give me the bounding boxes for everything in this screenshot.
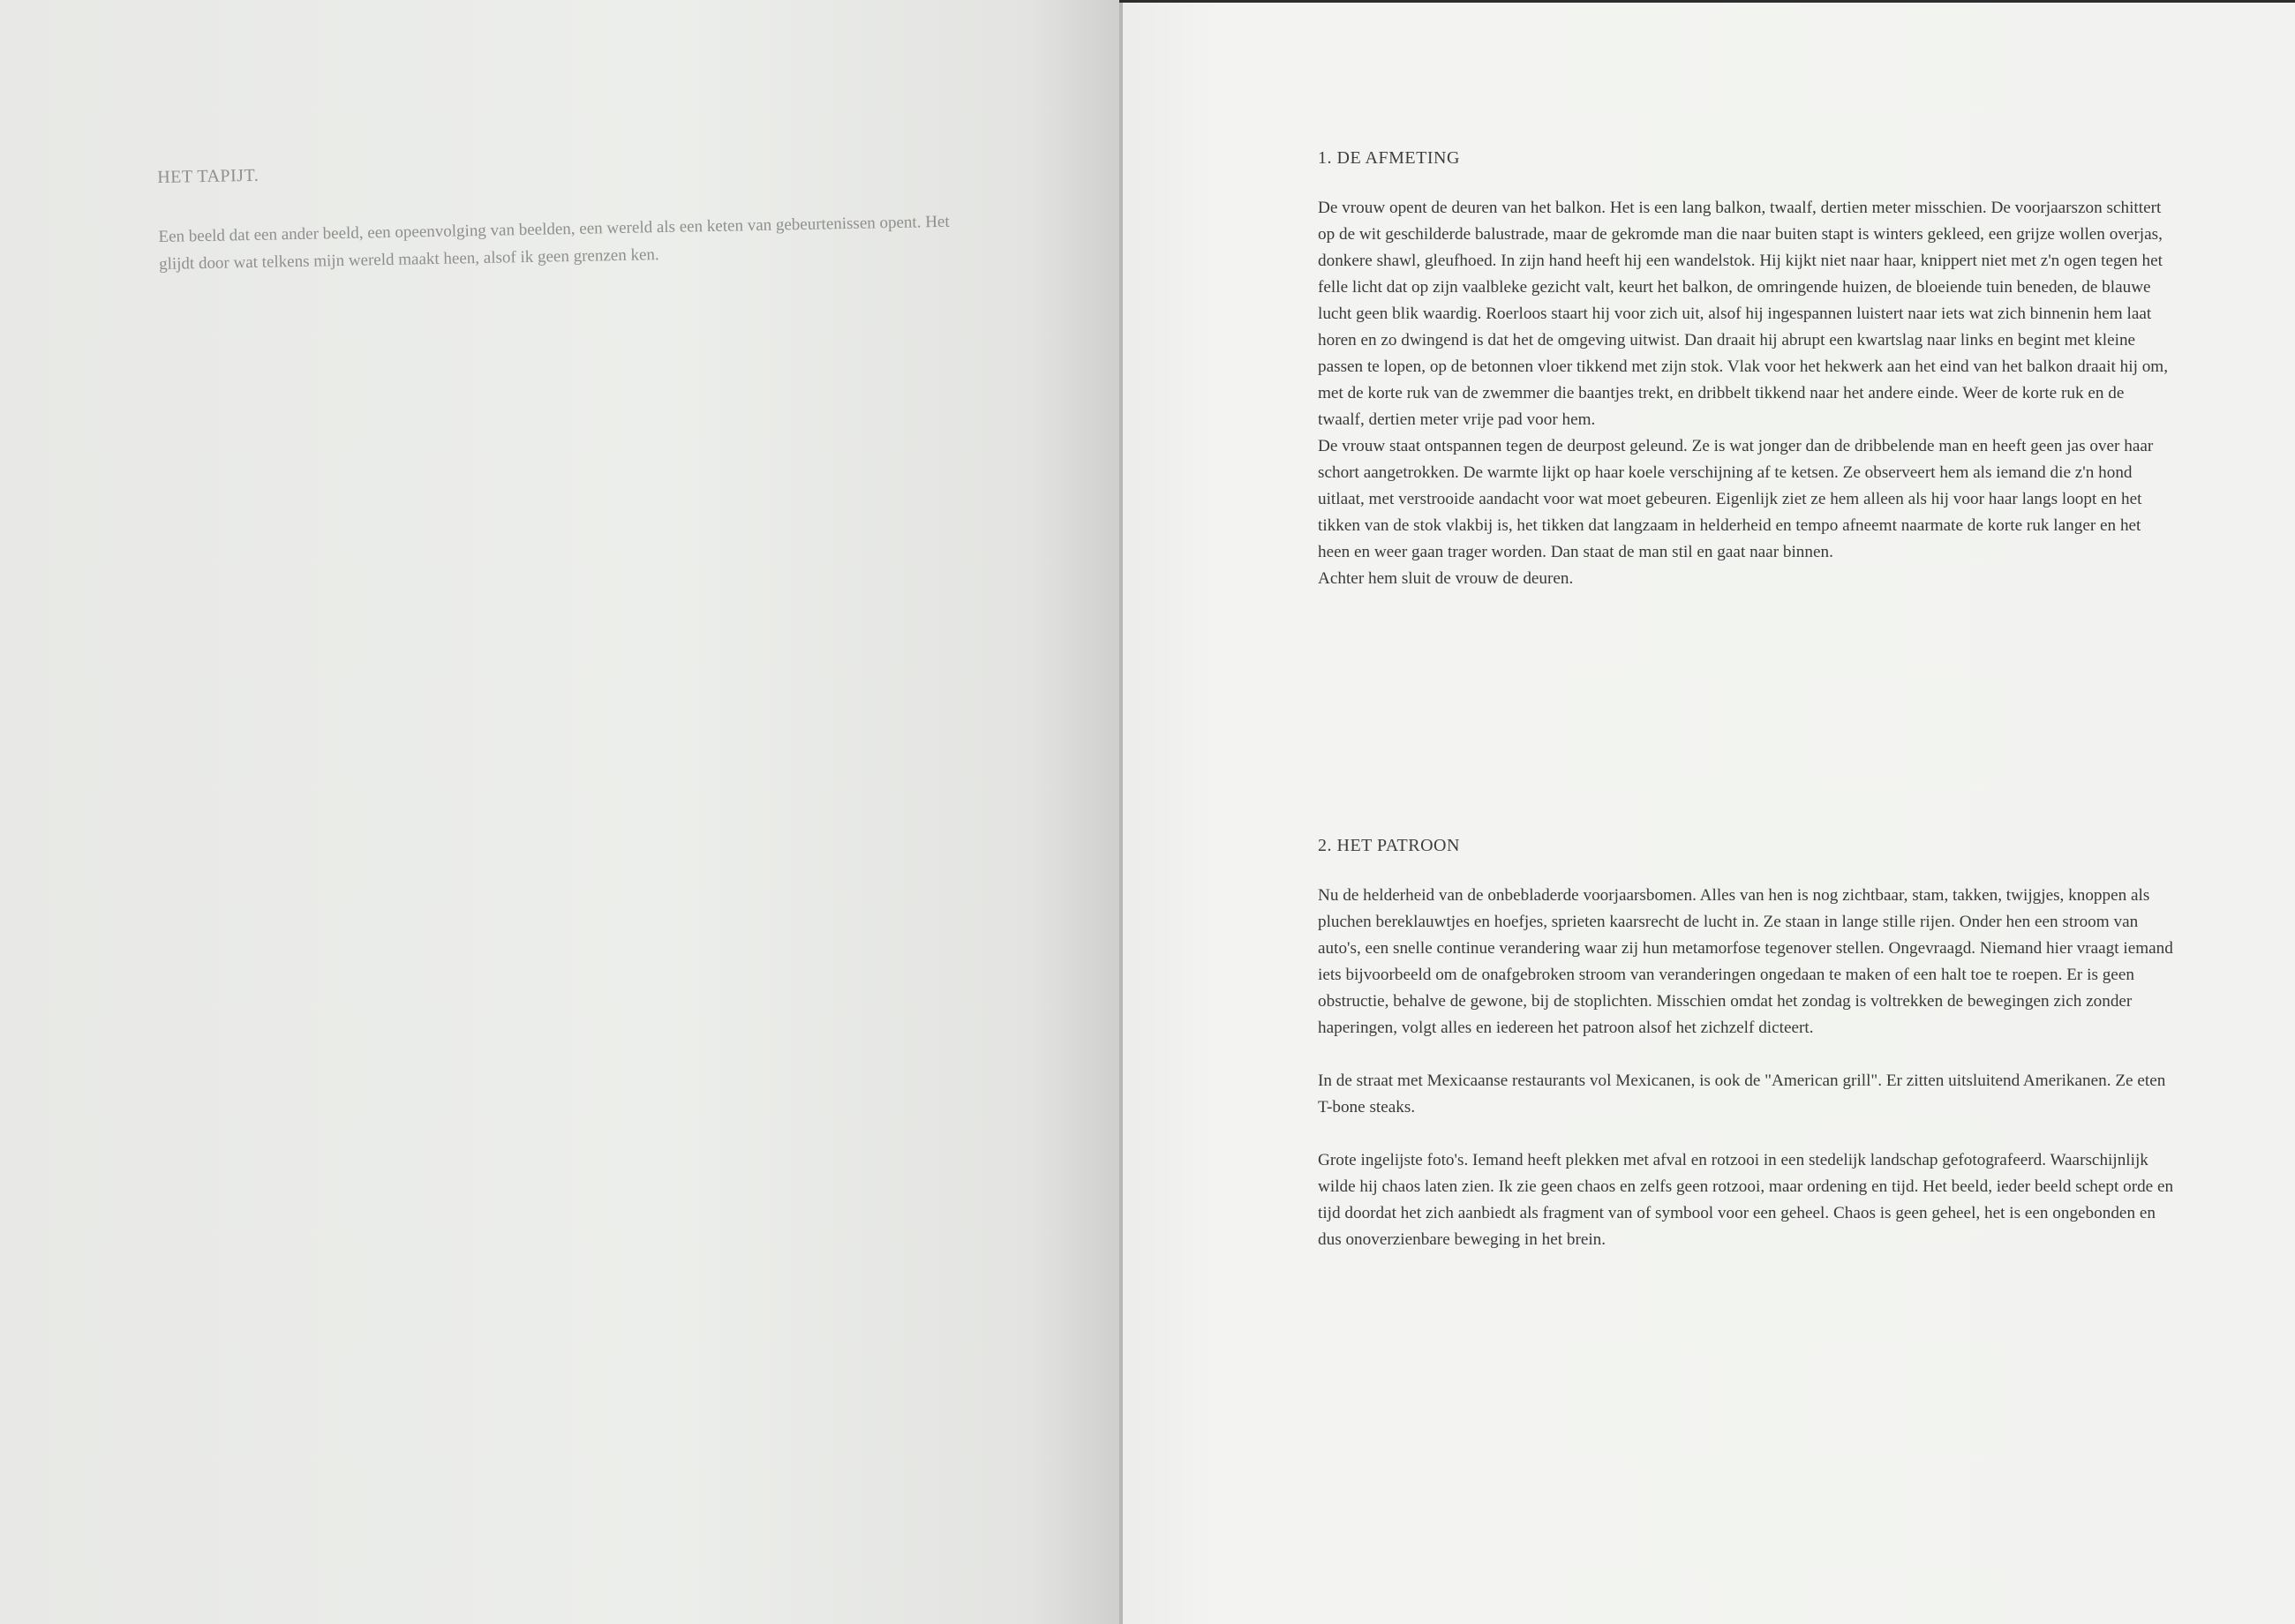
- section-2-paragraph-1: Nu de helderheid van de onbebladerde voorjaarsbomen. Alles van hen is nog zichtbaar, stam, takken, twijgjes, knoppen als pluchen bereklauwtjes en hoefjes, sprieten kaarsrecht de lucht in. Ze staan in lange stille rijen. Onder hen een stroom van auto's, een snelle continue verandering waar zij hun metamorfose tegenover stellen. Ongevraagd. Niemand hier vraagt iemand iets bijvoorbeeld om de onafgebroken stroom van veranderingen ongedaan te maken of een halt toe te roepen. Er is geen obstructie, behalve de gewone, bij de stoplichten. Misschien omdat het zondag is voltrekken de bewegingen zich zonder haperingen, volgt alles en iedereen het patroon alsof het zichzelf dicteert.: [1318, 886, 2173, 1037]
- page-top-edge: [1119, 0, 2295, 3]
- section-2-paragraph-3: Grote ingelijste foto's. Iemand heeft plekken met afval en rotzooi in een stedelijk landschap gefotografeerd. Waarschijnlijk wilde hij chaos laten zien. Ik zie geen chaos en zelfs geen rotzooi, maar ordening en tijd. Het beeld, ieder beeld schept orde en tijd doordat het zich aanbiedt als fragment van of symbool voor een geheel. Chaos is geen geheel, het is een ongebonden en dus onoverzienbare beweging in het brein.: [1318, 1151, 2174, 1249]
- section-1-heading: 1. DE AFMETING: [1318, 148, 1460, 168]
- left-page-text: [157, 152, 971, 278]
- left-page-heading: HET TAPIJT.: [157, 165, 260, 187]
- section-het-patroon: [1318, 836, 2174, 1253]
- section-2-heading: 2. HET PATROON: [1318, 836, 1460, 855]
- section-2-paragraph-2: In de straat met Mexicaanse restaurants vol Mexicanen, is ook de "American grill". Er zitten uitsluitend Amerikanen. Ze eten T-bone steaks.: [1318, 1071, 2166, 1116]
- section-1-paragraph: De vrouw opent de deuren van het balkon. Het is een lang balkon, twaalf, dertien meter misschien. De voorjaarszon schittert op de wit geschilderde balustrade, maar de gekromde man die naar buiten stapt is winters gekleed, een grijze wollen overjas, donkere shawl, gleufhoed. In zijn hand heeft hij een wandelstok. Hij kijkt niet naar haar, knippert niet met z'n ogen tegen het felle licht dat op zijn vaalbleke gezicht valt, keurt het balkon, de omringende huizen, de bloeiende tuin beneden, de blauwe lucht geen blik waardig. Roerloos staart hij voor zich uit, alsof hij ingespannen luistert naar iets wat zich binnenin hem laat horen en zo dwingend is dat het de omgeving uitwist. Dan draait hij abrupt een kwartslag naar links en begint met kleine passen te lopen, op de betonnen vloer tikkend met zijn stok. Vlak voor het hekwerk aan het eind van het balkon draait hij om, met de korte ruk van de zwemmer die baantjes trekt, en dribbelt tikkend naar het andere einde. Weer de korte ruk en de twaalf, dertien meter vrije pad voor hem. De vrouw staat ontspannen tegen de deurpost geleund. Ze is wat jonger dan de dribbelende man en heeft geen jas over haar schort aangetrokken. De warmte lijkt op haar koele verschijning af te ketsen. Ze observeert hem als iemand die z'n hond uitlaat, met verstrooide aandacht voor wat moet gebeuren. Eigenlijk ziet ze hem alleen als hij voor haar langs loopt en het tikken van de stok vlakbij is, het tikken dat langzaam in helderheid en tempo afneemt naarmate de korte ruk langer en het heen en weer gaan trager worden. Dan staat de man stil en gaat naar binnen. Achter hem sluit de vrouw de deuren.: [1318, 199, 2169, 588]
- left-page-paragraph: Een beeld dat een ander beeld, een opeenvolging van beelden, een wereld als een keten van gebeurtenissen opent. Het glijdt door wat telkens mijn wereld maakt heen, alsof ik geen grenzen ken.: [158, 212, 950, 274]
- section-de-afmeting: [1318, 148, 2174, 592]
